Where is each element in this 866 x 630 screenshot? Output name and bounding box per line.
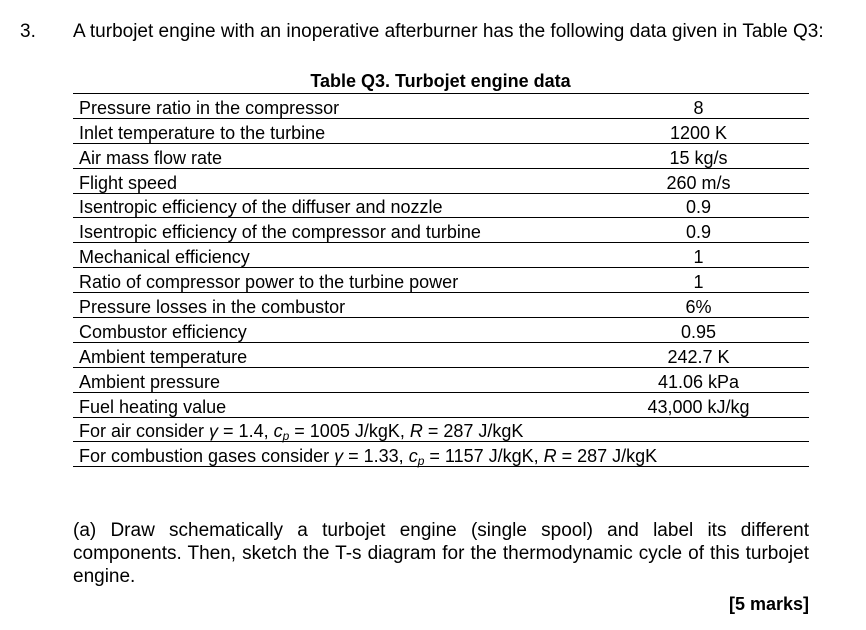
row-label: Ambient temperature bbox=[73, 342, 588, 367]
row-label: Isentropic efficiency of the compressor and turbine bbox=[73, 218, 588, 243]
row-value: 6% bbox=[588, 293, 809, 318]
table-row bbox=[73, 118, 809, 143]
gas-properties-row bbox=[73, 442, 809, 467]
gas-cp-subscript: p bbox=[417, 454, 425, 469]
table-body bbox=[73, 94, 809, 418]
row-value: 43,000 kJ/kg bbox=[588, 392, 809, 417]
row-value: 0.9 bbox=[588, 218, 809, 243]
row-value: 1 bbox=[588, 243, 809, 268]
row-value: 8 bbox=[588, 94, 809, 119]
gas-gamma-symbol: γ bbox=[334, 446, 344, 467]
row-value: 15 kg/s bbox=[588, 143, 809, 168]
gas-cp-value: = 1157 J/kgK, bbox=[424, 446, 544, 467]
engine-data-table bbox=[73, 93, 809, 467]
table-caption: Table Q3. Turbojet engine data bbox=[310, 71, 571, 91]
part-a-text: (a) Draw schematically a turbojet engine (single spool) and label its different components. Then, sketch the T-s diagram for the thermodynamic cycle of this turbojet engine. bbox=[73, 520, 809, 587]
table-row bbox=[73, 293, 809, 318]
air-gamma-symbol: γ bbox=[209, 421, 219, 442]
table-row bbox=[73, 94, 809, 119]
row-value: 260 m/s bbox=[588, 168, 809, 193]
row-label: Pressure losses in the combustor bbox=[73, 293, 588, 318]
air-properties-row bbox=[73, 417, 809, 442]
table-row bbox=[73, 318, 809, 343]
row-label: Fuel heating value bbox=[73, 392, 588, 417]
air-cp-symbol: c bbox=[273, 421, 283, 442]
table-row bbox=[73, 218, 809, 243]
row-label: Ratio of compressor power to the turbine power bbox=[73, 268, 588, 293]
air-properties-cell bbox=[73, 417, 809, 442]
table-row bbox=[73, 367, 809, 392]
air-r-symbol: R bbox=[409, 421, 423, 442]
table-row bbox=[73, 342, 809, 367]
table-row bbox=[73, 168, 809, 193]
gas-gamma-value: = 1.33, bbox=[343, 446, 409, 467]
air-properties-prefix: For air consider bbox=[79, 421, 210, 442]
air-gamma-value: = 1.4, bbox=[218, 421, 274, 442]
row-value: 242.7 K bbox=[588, 342, 809, 367]
row-label: Pressure ratio in the compressor bbox=[73, 94, 588, 119]
row-value: 0.9 bbox=[588, 193, 809, 218]
gas-properties-prefix: For combustion gases consider bbox=[79, 446, 335, 467]
question-intro: A turbojet engine with an inoperative afterburner has the following data given in Table Q3: bbox=[73, 21, 824, 42]
gas-r-value: = 287 J/kgK bbox=[556, 446, 658, 467]
gas-r-symbol: R bbox=[543, 446, 557, 467]
row-value: 1 bbox=[588, 268, 809, 293]
question-number: 3. bbox=[20, 21, 36, 42]
gas-cp-symbol: c bbox=[408, 446, 418, 467]
gas-properties-cell bbox=[73, 442, 809, 467]
row-label: Inlet temperature to the turbine bbox=[73, 118, 588, 143]
row-label: Mechanical efficiency bbox=[73, 243, 588, 268]
row-label: Air mass flow rate bbox=[73, 143, 588, 168]
row-label: Combustor efficiency bbox=[73, 318, 588, 343]
table-row bbox=[73, 143, 809, 168]
air-r-value: = 287 J/kgK bbox=[422, 421, 524, 442]
marks-label: [5 marks] bbox=[728, 594, 809, 614]
row-label: Ambient pressure bbox=[73, 367, 588, 392]
row-label: Flight speed bbox=[73, 168, 588, 193]
air-cp-value: = 1005 J/kgK, bbox=[289, 421, 410, 442]
row-value: 0.95 bbox=[588, 318, 809, 343]
table-row bbox=[73, 193, 809, 218]
table-row bbox=[73, 243, 809, 268]
row-value: 41.06 kPa bbox=[588, 367, 809, 392]
row-value: 1200 K bbox=[588, 118, 809, 143]
table-row bbox=[73, 268, 809, 293]
air-cp-subscript: p bbox=[282, 429, 290, 444]
row-label: Isentropic efficiency of the diffuser and nozzle bbox=[73, 193, 588, 218]
table-row bbox=[73, 392, 809, 417]
